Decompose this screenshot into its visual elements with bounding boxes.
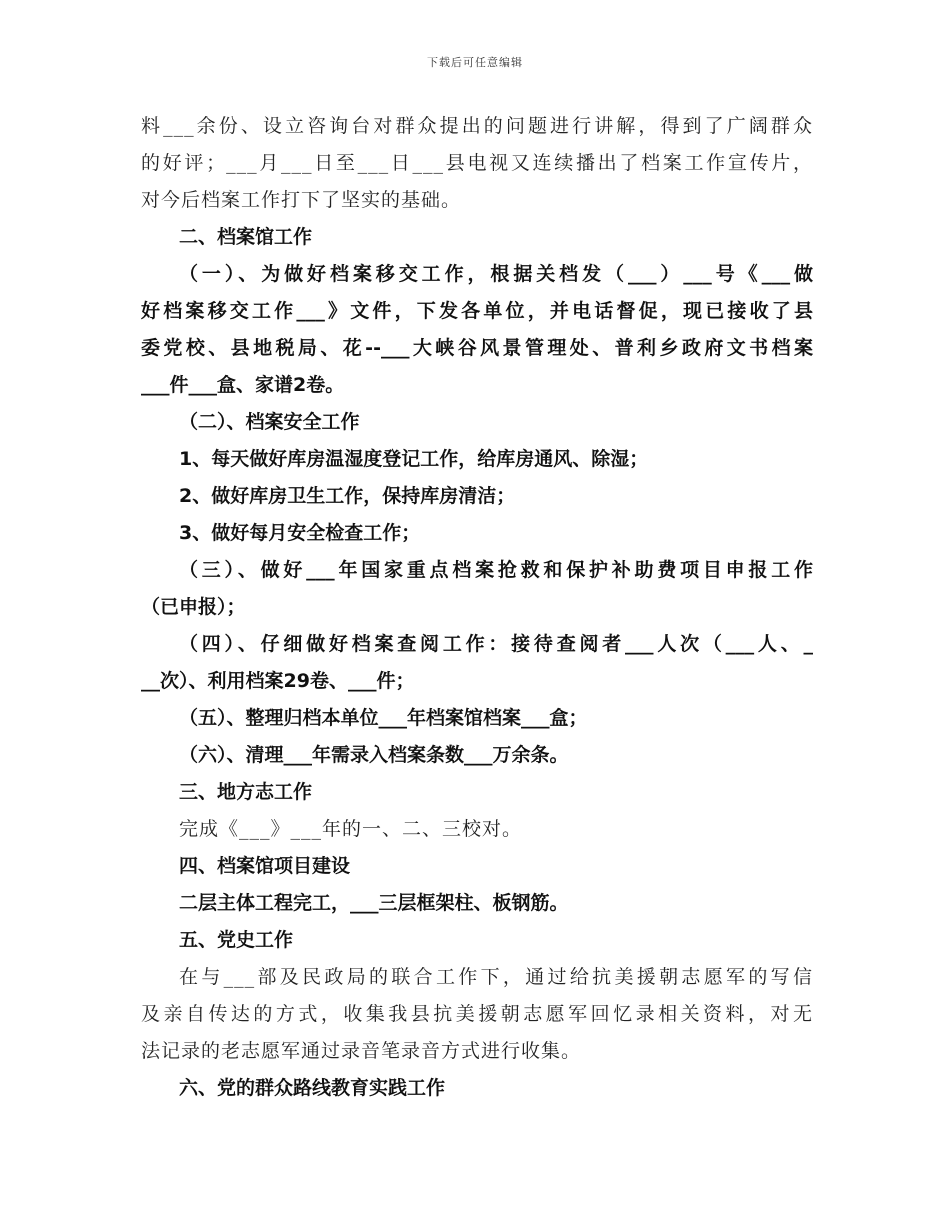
text-line: 在与___部及民政局的联合工作下，通过给抗美援朝志愿军的写信 — [179, 966, 813, 988]
text-line: 委党校、县地税局、花--___大峡谷风景管理处、普利乡政府文书档案 — [141, 337, 813, 359]
text-line: 料___余份、设立咨询台对群众提出的问题进行讲解，得到了广阔群众 — [141, 115, 813, 137]
paragraph-rescue-project — [141, 552, 813, 626]
section-heading: 三、地方志工作 — [179, 781, 313, 803]
text-line: （四）、仔细做好档案查阅工作：接待查阅者___人次（___人、_ — [179, 633, 813, 655]
list-item: （六）、清理___年需录入档案条数___万余条。 — [179, 744, 569, 766]
list-item: （五）、整理归档本单位___年档案馆档案___盒； — [179, 707, 588, 729]
section-heading: 五、党史工作 — [179, 929, 294, 951]
list-item: 2、做好库房卫生工作，保持库房清洁； — [179, 485, 516, 507]
paragraph-text: 二层主体工程完工，___三层框架柱、板钢筋。 — [179, 892, 569, 914]
list-item: 1、每天做好库房温湿度登记工作，给库房通风、除湿； — [179, 448, 649, 470]
text-line: （一）、为做好档案移交工作，根据关档发（___）___号《___做 — [179, 263, 813, 285]
page-header: 下载后可任意编辑 — [427, 56, 523, 69]
text-line: __次）、利用档案29卷、___件； — [141, 670, 415, 692]
paragraph-party-history — [141, 959, 813, 1070]
text-line: 对今后档案工作打下了坚实的基础。 — [141, 189, 462, 211]
text-line: ___件___盒、家谱2卷。 — [141, 374, 345, 396]
text-line: 法记录的老志愿军通过录音笔录音方式进行收集。 — [141, 1040, 582, 1062]
section-heading: 六、党的群众路线教育实践工作 — [179, 1077, 446, 1099]
text-line: 好档案移交工作___》文件，下发各单位，并电话督促，现已接收了县 — [141, 300, 813, 322]
text-line: 的好评；___月___日至___日___县电视又连续播出了档案工作宣传片， — [141, 152, 813, 174]
text-line: （已申报）； — [141, 596, 246, 618]
section-heading: 二、档案馆工作 — [179, 226, 313, 248]
list-item: 3、做好每月安全检查工作； — [179, 522, 421, 544]
section-heading: 四、档案馆项目建设 — [179, 855, 351, 877]
paragraph-text: 完成《___》___年的一、二、三校对。 — [179, 818, 523, 840]
paragraph-publicity — [141, 108, 813, 219]
paragraph-consultation — [141, 626, 813, 700]
subsection-heading: （二）、档案安全工作 — [179, 411, 360, 433]
document-body — [141, 108, 813, 1107]
text-line: 及亲自传达的方式，收集我县抗美援朝志愿军回忆录相关资料，对无 — [141, 1003, 813, 1025]
text-line: （三）、做好___年国家重点档案抢救和保护补助费项目申报工作 — [179, 559, 813, 581]
paragraph-transfer — [141, 256, 813, 404]
